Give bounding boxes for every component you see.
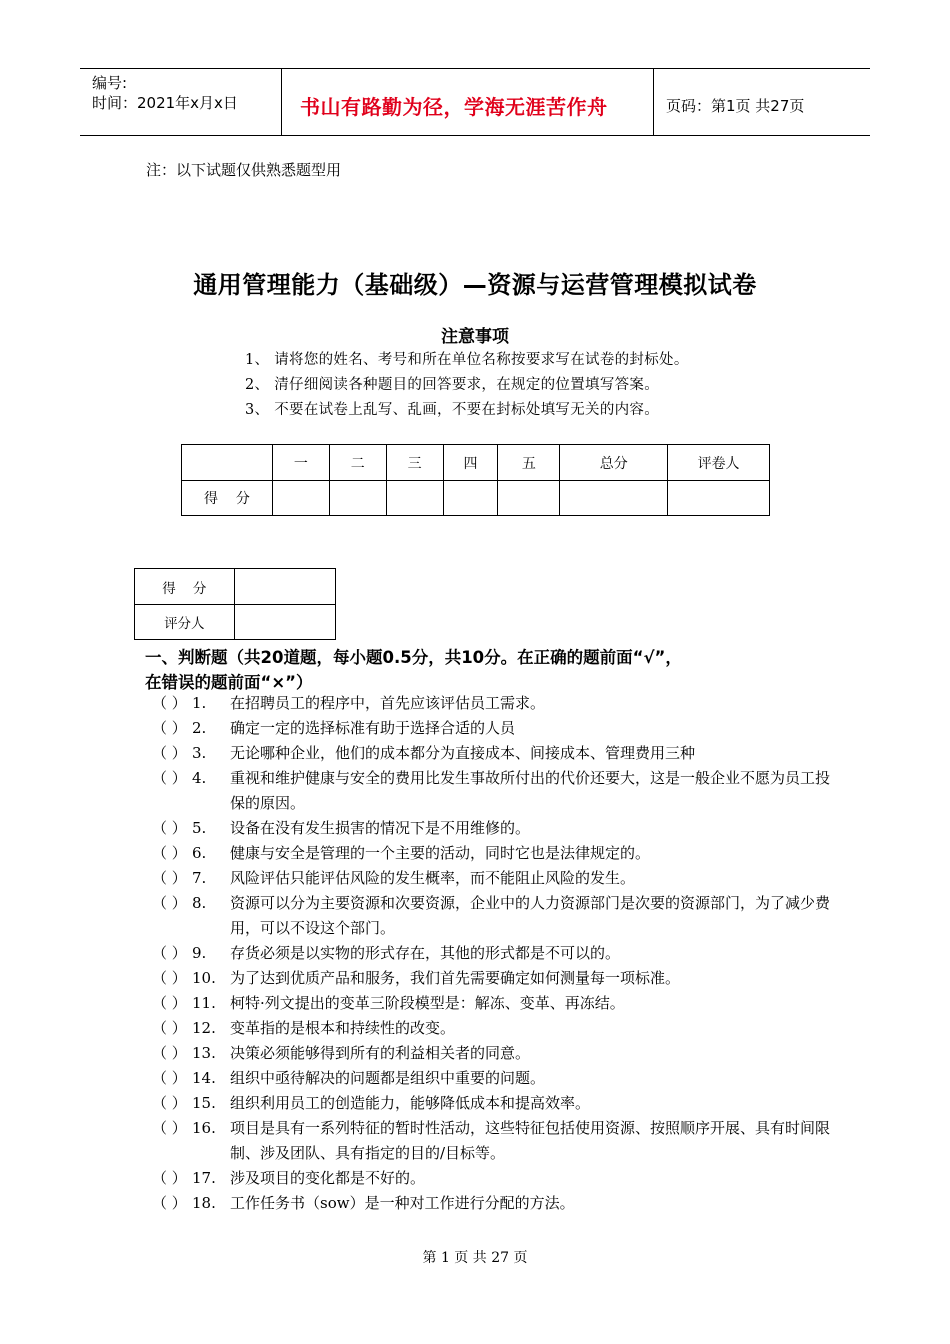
- question-text: 健康与安全是管理的一个主要的活动，同时它也是法律规定的。: [230, 844, 651, 862]
- question-number: 17.: [192, 1169, 216, 1187]
- question-text: 风险评估只能评估风险的发生概率，而不能阻止风险的发生。: [230, 869, 636, 887]
- header-top-rule: [80, 68, 870, 69]
- question-number: 15.: [192, 1094, 216, 1112]
- notice-item: 3、 不要在试卷上乱写、乱画，不要在封标处填写无关的内容。: [245, 402, 660, 418]
- grader-score-label: 得 分: [135, 569, 235, 605]
- question-text: 项目是具有一系列特征的暂时性活动，这些特征包括使用资源、按照顺序开展、具有时间限制、涉及团队、具有指定的目的/目标等。: [230, 1119, 831, 1162]
- question-number: 6.: [192, 844, 207, 862]
- notice-item: 1、 请将您的姓名、考号和所在单位名称按要求写在试卷的封标处。: [245, 352, 689, 368]
- section-title-line: 一、判断题（共20道题，每小题0.5分，共10分。在正确的题前面“√”，: [145, 648, 682, 667]
- answer-blank[interactable]: （ ）: [152, 744, 187, 762]
- answer-blank[interactable]: （ ）: [152, 844, 187, 862]
- header-bottom-rule: [80, 135, 870, 136]
- section-title: [145, 645, 825, 695]
- question-number: 1.: [192, 694, 207, 712]
- score-cell[interactable]: [443, 481, 498, 516]
- question-text: 工作任务书（sow）是一种对工作进行分配的方法。: [230, 1194, 575, 1212]
- answer-blank[interactable]: （ ）: [152, 1169, 187, 1187]
- answer-blank[interactable]: （ ）: [152, 1019, 187, 1037]
- header-divider: [281, 68, 282, 136]
- question-text: 组织中亟待解决的问题都是组织中重要的问题。: [230, 1069, 546, 1087]
- question-number: 12.: [192, 1019, 216, 1037]
- notice-item: 2、 清仔细阅读各种题目的回答要求，在规定的位置填写答案。: [245, 377, 660, 393]
- answer-blank[interactable]: （ ）: [152, 694, 187, 712]
- header-motto: 书山有路勤为径，学海无涯苦作舟: [300, 95, 608, 119]
- notice-heading: 注意事项: [441, 327, 509, 347]
- question-number: 8.: [192, 894, 207, 912]
- answer-blank[interactable]: （ ）: [152, 719, 187, 737]
- question-number: 2.: [192, 719, 207, 737]
- question-number: 10.: [192, 969, 216, 987]
- question-text: 决策必须能够得到所有的利益相关者的同意。: [230, 1044, 531, 1062]
- note-text: 注：以下试题仅供熟悉题型用: [146, 161, 342, 179]
- question-text: 在招聘员工的程序中，首先应该评估员工需求。: [230, 694, 546, 712]
- answer-blank[interactable]: （ ）: [152, 1094, 187, 1112]
- score-header-cell: 三: [386, 445, 443, 481]
- header-divider: [653, 68, 654, 136]
- answer-blank[interactable]: （ ）: [152, 969, 187, 987]
- score-header-cell: 五: [498, 445, 560, 481]
- score-header-cell: 总分: [560, 445, 668, 481]
- question-number: 9.: [192, 944, 207, 962]
- answer-blank[interactable]: （ ）: [152, 994, 187, 1012]
- document-number-label: 编号:: [92, 74, 128, 92]
- score-header-cell: 二: [329, 445, 386, 481]
- page-footer: 第 1 页 共 27 页: [422, 1250, 528, 1266]
- question-text: 确定一定的选择标准有助于选择合适的人员: [230, 719, 516, 737]
- answer-blank[interactable]: （ ）: [152, 1119, 187, 1137]
- answer-blank[interactable]: （ ）: [152, 894, 187, 912]
- score-header-cell: 一: [272, 445, 329, 481]
- question-number: 5.: [192, 819, 207, 837]
- grader-name-label: 评分人: [135, 605, 235, 640]
- score-cell[interactable]: [668, 481, 770, 516]
- document-date: 时间：2021年x月x日: [92, 94, 238, 112]
- answer-blank[interactable]: （ ）: [152, 819, 187, 837]
- question-number: 4.: [192, 769, 207, 787]
- grader-score-cell[interactable]: [234, 569, 335, 605]
- question-number: 11.: [192, 994, 216, 1012]
- question-number: 18.: [192, 1194, 216, 1212]
- score-header-cell: 评卷人: [668, 445, 770, 481]
- grader-box: [134, 568, 336, 640]
- question-text: 为了达到优质产品和服务，我们首先需要确定如何测量每一项标准。: [230, 969, 681, 987]
- section-title-line: 在错误的题前面“×”）: [145, 673, 313, 692]
- score-table: [181, 444, 770, 516]
- question-text: 柯特·列文提出的变革三阶段模型是：解冻、变革、再冻结。: [230, 994, 625, 1012]
- answer-blank[interactable]: （ ）: [152, 1194, 187, 1212]
- score-table-header: [182, 445, 770, 481]
- question-number: 14.: [192, 1069, 216, 1087]
- page-title: 通用管理能力（基础级）—资源与运营管理模拟试卷: [193, 271, 757, 299]
- question-text: 重视和维护健康与安全的费用比发生事故所付出的代价还要大，这是一般企业不愿为员工投保的原因。: [230, 769, 831, 812]
- score-header-cell: [182, 445, 273, 481]
- question-number: 13.: [192, 1044, 216, 1062]
- header-page-info: 页码：第1页 共27页: [666, 97, 805, 115]
- score-header-cell: 四: [443, 445, 498, 481]
- question-text: 存货必须是以实物的形式存在，其他的形式都是不可以的。: [230, 944, 621, 962]
- score-cell[interactable]: [329, 481, 386, 516]
- score-table-row: [182, 481, 770, 516]
- score-row-label: 得 分: [182, 481, 273, 516]
- question-text: 设备在没有发生损害的情况下是不用维修的。: [230, 819, 531, 837]
- score-cell[interactable]: [272, 481, 329, 516]
- question-text: 涉及项目的变化都是不好的。: [230, 1169, 426, 1187]
- question-text: 组织利用员工的创造能力，能够降低成本和提高效率。: [230, 1094, 591, 1112]
- question-text: 资源可以分为主要资源和次要资源，企业中的人力资源部门是次要的资源部门，为了减少费用，可以不设这个部门。: [230, 894, 831, 937]
- question-text: 变革指的是根本和持续性的改变。: [230, 1019, 456, 1037]
- score-cell[interactable]: [498, 481, 560, 516]
- score-cell[interactable]: [386, 481, 443, 516]
- answer-blank[interactable]: （ ）: [152, 869, 187, 887]
- score-cell[interactable]: [560, 481, 668, 516]
- answer-blank[interactable]: （ ）: [152, 1044, 187, 1062]
- question-number: 16.: [192, 1119, 216, 1137]
- answer-blank[interactable]: （ ）: [152, 944, 187, 962]
- question-number: 3.: [192, 744, 207, 762]
- question-number: 7.: [192, 869, 207, 887]
- grader-name-cell[interactable]: [234, 605, 335, 640]
- question-text: 无论哪种企业，他们的成本都分为直接成本、间接成本、管理费用三种: [230, 744, 696, 762]
- answer-blank[interactable]: （ ）: [152, 1069, 187, 1087]
- answer-blank[interactable]: （ ）: [152, 769, 187, 787]
